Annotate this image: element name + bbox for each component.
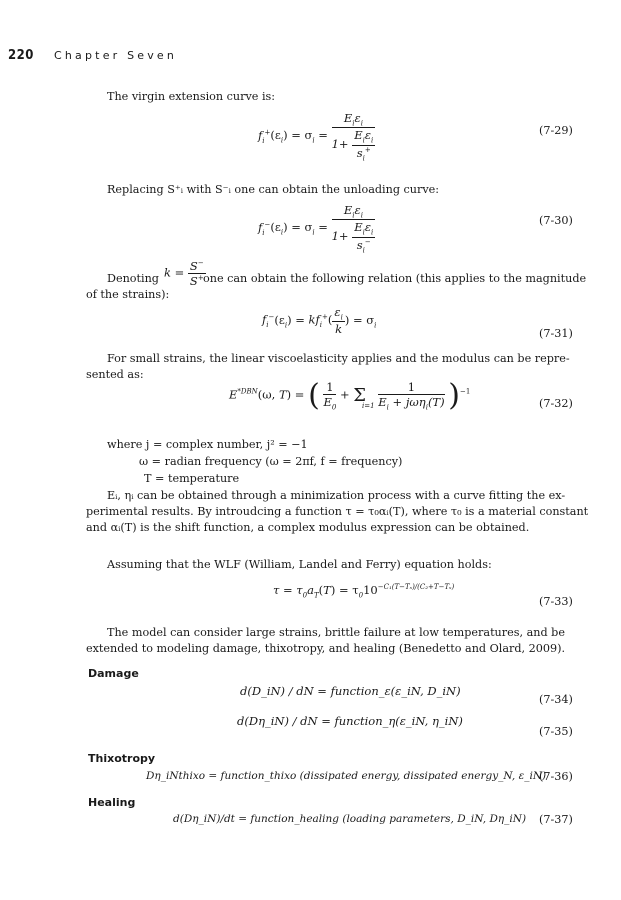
equation-7-29: $f_i^+(\varepsilon_i) = \sigma_i$ = $E_i\varepsilon_i$ 1+ $\frac{E_i\varepsilon_i}{s_i^+}$: [258, 111, 374, 162]
heading-damage: Damage: [88, 667, 139, 680]
equation-7-32: $E^{*DBN}(\omega$, T) = ( $\frac{1}{E_0}$ + $\Sigma_{i=1}$ $\frac{1}{E_i + j\omega\eta_i(T)}$ )$^{-1}$: [229, 378, 471, 413]
text-small-b: sented as:: [86, 368, 144, 381]
text-model-b: extended to modeling damage, thixotropy, and healing (Benedetto and Olard, 2009).: [86, 642, 566, 655]
eq-number-7-29: (7-29): [539, 124, 573, 137]
paragraph-replacing: Replacing S⁺ᵢ with S⁻ᵢ one can obtain the unloading curve:: [107, 183, 440, 196]
where-omega: ω = radian frequency (ω = 2πf, f = frequency): [139, 455, 403, 468]
equation-7-35: d(Dη_iN) / dN = function_η(ε_iN, η_iN): [237, 714, 463, 728]
text-ei-c: and αᵢ(T) is the shift function, a complex modulus expression can be obtained.: [86, 521, 530, 534]
text-denoting-a: Denoting: [107, 272, 159, 285]
equation-7-37: d(Dη_iN)/dt = function_healing (loading parameters, D_iN, Dη_iN): [173, 813, 527, 825]
text-model-a: The model can consider large strains, brittle failure at low temperatures, and be: [107, 626, 565, 639]
heading-thixotropy: Thixotropy: [88, 752, 156, 765]
text-ei-b: perimental results. By introudcing a function τ = τ₀αᵢ(T), where τ₀ is a material constant: [86, 505, 589, 518]
eq-number-7-35: (7-35): [539, 725, 573, 738]
eq-number-7-34: (7-34): [539, 693, 573, 706]
equation-7-31: $f_i^-(\varepsilon_i) = kf_i^+$( $\frac{\varepsilon_i}{k}$ ) = $\sigma_i$: [262, 305, 377, 337]
text-denoting-c: of the strains):: [86, 288, 170, 301]
equation-k: k = $\frac{S^-}{S^+}$: [164, 259, 204, 288]
eq-number-7-36: (7-36): [539, 770, 573, 783]
text-denoting-b: one can obtain the following relation (this applies to the magnitude: [203, 272, 587, 285]
eq-number-7-33: (7-33): [539, 595, 573, 608]
equation-7-36: Dη_iNthixo = function_thixo (dissipated energy, dissipated energy_N, ε_iN): [146, 770, 547, 782]
equation-7-30: $f_i^-(\varepsilon_i) = \sigma_i$ = $E_i\varepsilon_i$ 1+ $\frac{E_i\varepsilon_i}{s_i^-}$: [258, 203, 374, 254]
equation-7-33: $\tau = \tau_0a_T(T) = \tau_010^{-C_1(T-T_s)/(C_2+T-T_s)}$: [273, 583, 455, 600]
page-number: 220: [8, 48, 34, 63]
text-small-a: For small strains, the linear viscoelasticity applies and the modulus can be repre-: [107, 352, 570, 365]
eq-number-7-37: (7-37): [539, 813, 573, 826]
eq-number-7-31: (7-31): [539, 327, 573, 340]
text-wlf: Assuming that the WLF (William, Landel and Ferry) equation holds:: [107, 558, 492, 571]
paragraph-virgin: The virgin extension curve is:: [107, 90, 276, 103]
eq-number-7-30: (7-30): [539, 214, 573, 227]
where-t: T = temperature: [144, 472, 240, 485]
chapter-title: Chapter Seven: [54, 49, 178, 62]
equation-7-34: d(D_iN) / dN = function_ε(ε_iN, D_iN): [240, 684, 461, 698]
where-j: where j = complex number, j² = −1: [107, 438, 308, 451]
text-ei-a: Eᵢ, ηᵢ can be obtained through a minimization process with a curve fitting the ex-: [107, 489, 566, 502]
heading-healing: Healing: [88, 796, 136, 809]
eq-number-7-32: (7-32): [539, 397, 573, 410]
